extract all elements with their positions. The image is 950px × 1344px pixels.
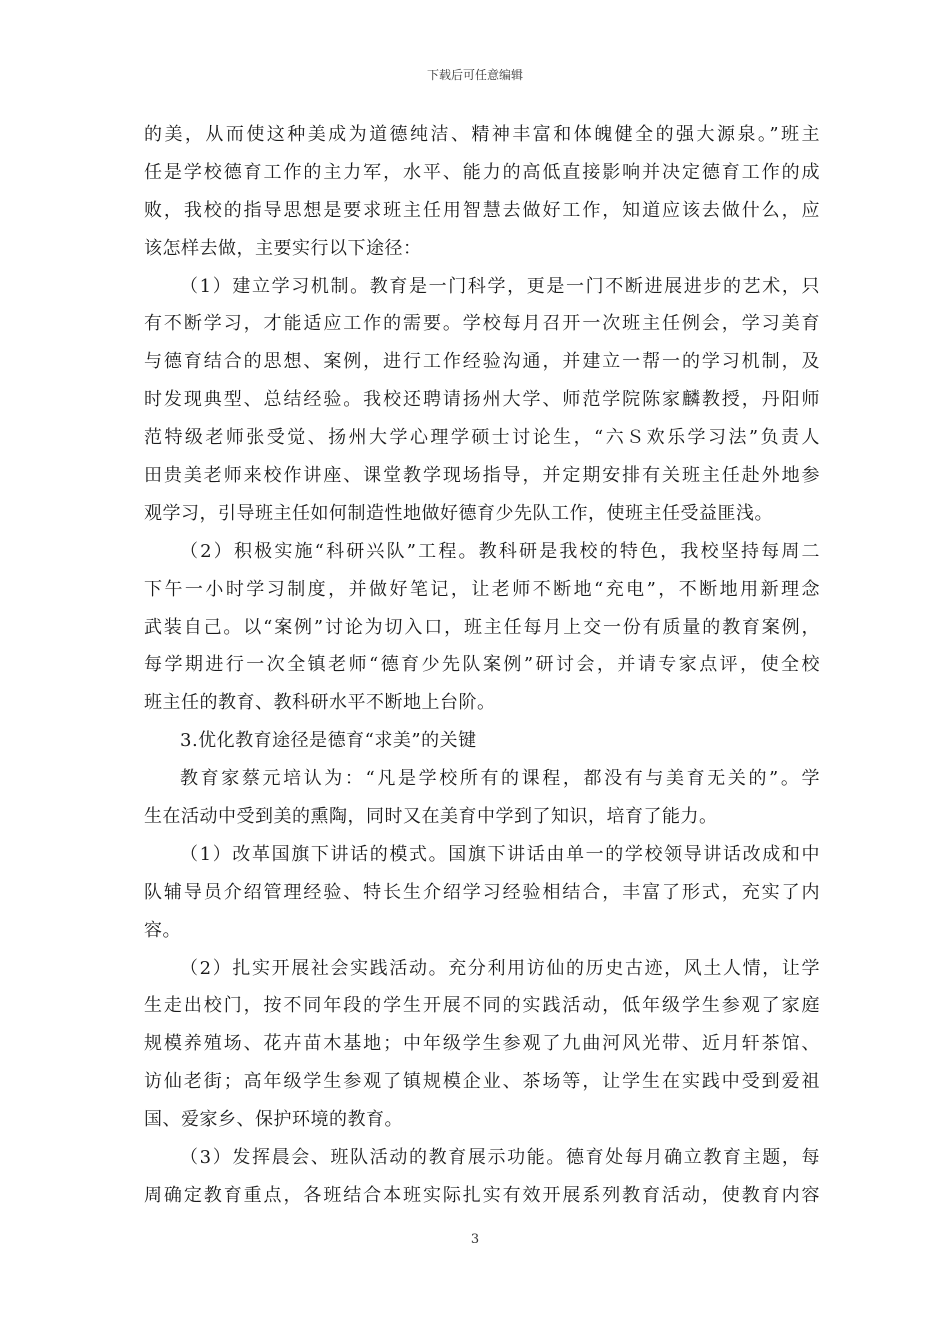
text-line: （1）改革国旗下讲话的模式。国旗下讲话由单一的学校领导讲话改成和中 (180, 843, 820, 865)
text-line: 任是学校德育工作的主力军，水平、能力的高低直接影响并决定德育工作的成 (144, 161, 820, 183)
text-line: 败，我校的指导思想是要求班主任用智慧去做好工作，知道应该去做什么，应 (144, 199, 820, 221)
text-line: 班主任的教育、教科研水平不断地上台阶。 (144, 692, 496, 714)
text-line: 容。 (144, 919, 181, 941)
section-heading: 3.优化教育途径是德育“求美”的关键 (180, 730, 477, 752)
document-body (144, 116, 820, 1215)
text-line: （2）积极实施“科研兴队”工程。教科研是我校的特色，我校坚持每周二 (180, 540, 820, 562)
text-line: 与德育结合的思想、案例，进行工作经验沟通，并建立一帮一的学习机制，及 (144, 351, 820, 373)
text-line: （1）建立学习机制。教育是一门科学，更是一门不断进展进步的艺术，只 (180, 275, 820, 297)
text-line: 每学期进行一次全镇老师“德育少先队案例”研讨会，并请专家点评，使全校 (144, 654, 820, 676)
text-line: 周确定教育重点，各班结合本班实际扎实有效开展系列教育活动，使教育内容 (144, 1184, 820, 1206)
text-line: （2）扎实开展社会实践活动。充分利用访仙的历史古迹，风土人情，让学 (180, 957, 820, 979)
text-line: 队辅导员介绍管理经验、特长生介绍学习经验相结合，丰富了形式，充实了内 (144, 881, 820, 903)
text-line: 时发现典型、总结经验。我校还聘请扬州大学、师范学院陈家麟教授，丹阳师 (144, 389, 820, 411)
text-line: 下午一小时学习制度，并做好笔记，让老师不断地“充电”，不断地用新理念 (144, 578, 820, 600)
text-line: 的美，从而使这种美成为道德纯洁、精神丰富和体魄健全的强大源泉。”班主 (144, 124, 820, 145)
text-line: （3）发挥晨会、班队活动的教育展示功能。德育处每月确立教育主题，每 (180, 1147, 820, 1169)
text-line: 生在活动中受到美的熏陶，同时又在美育中学到了知识，培育了能力。 (144, 806, 718, 828)
text-line: 田贵美老师来校作讲座、课堂教学现场指导，并定期安排有关班主任赴外地参 (144, 465, 820, 487)
text-line: 该怎样去做，主要实行以下途径： (144, 237, 422, 259)
page-header: 下载后可任意编辑 (426, 68, 523, 82)
text-line: 观学习，引导班主任如何制造性地做好德育少先队工作，使班主任受益匪浅。 (144, 502, 773, 524)
text-line: 有不断学习，才能适应工作的需要。学校每月召开一次班主任例会，学习美育 (144, 313, 820, 335)
text-line: 武装自己。以“案例”讨论为切入口，班主任每月上交一份有质量的教育案例， (144, 616, 820, 638)
text-line: 范特级老师张受觉、扬州大学心理学硕士讨论生，“六Ｓ欢乐学习法”负责人 (144, 427, 820, 449)
text-line: 教育家蔡元培认为：“凡是学校所有的课程，都没有与美育无关的”。学 (180, 768, 820, 790)
text-line: 生走出校门，按不同年段的学生开展不同的实践活动，低年级学生参观了家庭 (144, 995, 820, 1017)
page-number: 3 (470, 1232, 480, 1247)
text-line: 访仙老街；高年级学生参观了镇规模企业、茶场等，让学生在实践中受到爱祖 (144, 1071, 820, 1093)
text-line: 规模养殖场、花卉苗木基地；中年级学生参观了九曲河风光带、近月轩茶馆、 (144, 1033, 820, 1055)
text-line: 国、爱家乡、保护环境的教育。 (144, 1109, 403, 1131)
